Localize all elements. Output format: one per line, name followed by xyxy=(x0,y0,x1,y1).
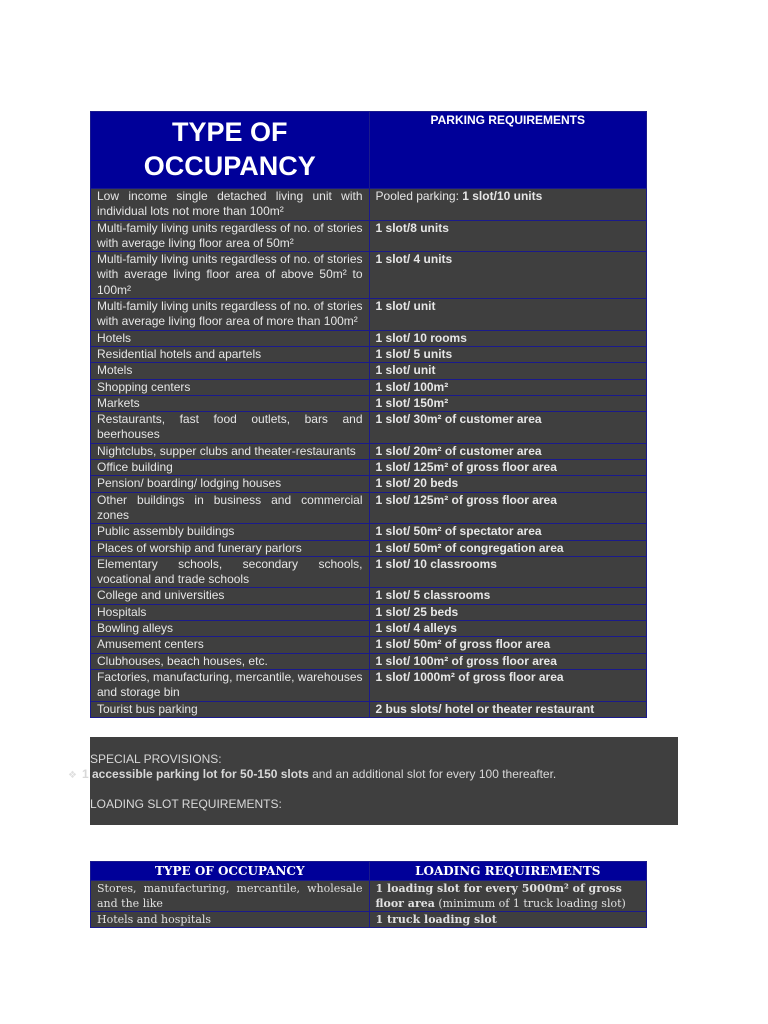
requirement-cell xyxy=(369,524,646,540)
occupancy-cell: Nightclubs, supper clubs and theater-restaurants xyxy=(91,443,370,459)
loading-requirement-note: (minimum of 1 truck loading slot) xyxy=(434,897,626,910)
table-row xyxy=(91,604,647,620)
occupancy-cell: Multi-family living units regardless of no. of stories with average living floor area of more than 100m² xyxy=(91,299,370,331)
special-provision-rest: and an additional slot for every 100 thereafter. xyxy=(308,767,557,781)
requirement-value: 1 slot/ 5 classrooms xyxy=(375,588,491,603)
header-loading-occupancy: TYPE OF OCCUPANCY xyxy=(91,862,370,881)
requirement-value: 2 bus slots/ hotel or theater restaurant xyxy=(375,701,595,716)
occupancy-cell: Public assembly buildings xyxy=(91,524,370,540)
requirement-value: 1 slot/ 125m² of gross floor area xyxy=(375,460,557,475)
requirement-value: 1 slot/ 20m² of customer area xyxy=(375,443,542,458)
table-row xyxy=(91,220,647,252)
requirement-cell xyxy=(369,492,646,524)
occupancy-cell: Residential hotels and apartels xyxy=(91,346,370,362)
requirement-value: 1 slot/ 125m² of gross floor area xyxy=(375,492,557,507)
requirement-value: 1 slot/ 50m² of congregation area xyxy=(375,540,564,555)
requirement-cell xyxy=(369,637,646,653)
table-row xyxy=(91,330,647,346)
header-occupancy-line1: TYPE OF xyxy=(172,117,288,147)
occupancy-cell: Hospitals xyxy=(91,604,370,620)
table-row xyxy=(91,912,647,928)
table-row xyxy=(91,669,647,701)
occupancy-cell: Pension/ boarding/ lodging houses xyxy=(91,476,370,492)
table-row xyxy=(91,299,647,331)
loading-slot-heading: LOADING SLOT REQUIREMENTS: xyxy=(90,797,282,811)
requirement-cell xyxy=(369,412,646,444)
requirement-value: 1 slot/ unit xyxy=(375,299,436,314)
requirement-cell xyxy=(369,189,646,221)
occupancy-cell: Amusement centers xyxy=(91,637,370,653)
parking-requirements-table xyxy=(90,111,647,718)
requirement-cell xyxy=(369,476,646,492)
header-loading-requirements: LOADING REQUIREMENTS xyxy=(369,862,646,881)
table-row xyxy=(91,395,647,411)
occupancy-cell: Factories, manufacturing, mercantile, warehouses and storage bin xyxy=(91,669,370,701)
loading-requirement-cell xyxy=(369,881,646,912)
parking-table-body xyxy=(91,189,647,718)
table-row xyxy=(91,252,647,299)
table-row xyxy=(91,556,647,588)
table-row xyxy=(91,412,647,444)
requirement-value: 1 slot/ 25 beds xyxy=(375,604,459,619)
special-provision-bold: 1 accessible parking lot for 50-150 slots xyxy=(82,767,309,781)
requirement-cell xyxy=(369,299,646,331)
requirement-cell xyxy=(369,653,646,669)
table-row xyxy=(91,379,647,395)
requirement-value: 1 slot/ 50m² of spectator area xyxy=(375,524,542,539)
occupancy-cell: Motels xyxy=(91,363,370,379)
table-row xyxy=(91,476,647,492)
occupancy-cell: Office building xyxy=(91,460,370,476)
loading-occupancy-cell: Hotels and hospitals xyxy=(91,912,370,928)
table-row xyxy=(91,443,647,459)
requirement-cell xyxy=(369,220,646,252)
occupancy-cell: Restaurants, fast food outlets, bars and beerhouses xyxy=(91,412,370,444)
requirement-value: 1 slot/ unit xyxy=(375,363,436,378)
table-row xyxy=(91,492,647,524)
requirement-cell xyxy=(369,556,646,588)
occupancy-cell: Hotels xyxy=(91,330,370,346)
requirement-cell xyxy=(369,460,646,476)
requirement-cell xyxy=(369,604,646,620)
table-row xyxy=(91,588,647,604)
table-row xyxy=(91,363,647,379)
loading-occupancy-cell: Stores, manufacturing, mercantile, wholesale and the like xyxy=(91,881,370,912)
header-occupancy-line2: OCCUPANCY xyxy=(143,151,316,181)
occupancy-cell: Low income single detached living unit with individual lots not more than 100m² xyxy=(91,189,370,221)
requirement-cell xyxy=(369,588,646,604)
requirement-cell xyxy=(369,669,646,701)
occupancy-cell: College and universities xyxy=(91,588,370,604)
occupancy-cell: Places of worship and funerary parlors xyxy=(91,540,370,556)
table-row xyxy=(91,621,647,637)
loading-requirements-table xyxy=(90,861,647,928)
requirement-value: 1 slot/ 10 rooms xyxy=(375,330,467,345)
special-provisions-heading: SPECIAL PROVISIONS: xyxy=(90,752,222,766)
occupancy-cell: Multi-family living units regardless of no. of stories with average living floor area of above 50m² to 100m² xyxy=(91,252,370,299)
header-parking-requirements: PARKING REQUIREMENTS xyxy=(369,112,646,189)
table-row xyxy=(91,346,647,362)
occupancy-cell: Multi-family living units regardless of no. of stories with average living floor area of 50m² xyxy=(91,220,370,252)
table-row xyxy=(91,637,647,653)
requirement-cell xyxy=(369,379,646,395)
loading-requirement-cell xyxy=(369,912,646,928)
requirement-value: 1 slot/ 4 units xyxy=(375,252,453,267)
requirement-value: 1 slot/10 units xyxy=(462,189,543,203)
occupancy-cell: Clubhouses, beach houses, etc. xyxy=(91,653,370,669)
requirement-cell xyxy=(369,346,646,362)
occupancy-cell: Other buildings in business and commercial zones xyxy=(91,492,370,524)
requirement-value: 1 slot/ 20 beds xyxy=(375,476,459,491)
header-type-of-occupancy xyxy=(91,112,370,189)
requirement-value: 1 slot/8 units xyxy=(375,220,449,235)
requirement-cell xyxy=(369,621,646,637)
occupancy-cell: Markets xyxy=(91,395,370,411)
occupancy-cell: Shopping centers xyxy=(91,379,370,395)
requirement-cell xyxy=(369,395,646,411)
table-row xyxy=(91,881,647,912)
requirement-cell xyxy=(369,540,646,556)
requirement-value: 1 slot/ 5 units xyxy=(375,346,453,361)
requirement-value: 1 slot/ 1000m² of gross floor area xyxy=(375,669,564,684)
occupancy-cell: Tourist bus parking xyxy=(91,701,370,717)
parking-header-row xyxy=(91,112,647,189)
table-row xyxy=(91,653,647,669)
table-row xyxy=(91,460,647,476)
diamond-bullet-icon: ❖ xyxy=(68,770,77,781)
requirement-value: 1 slot/ 10 classrooms xyxy=(375,556,497,571)
requirement-cell xyxy=(369,252,646,299)
loading-requirement-value: 1 loading slot for every 5000m² of gross floor area xyxy=(375,882,622,910)
requirement-prefix: Pooled parking: xyxy=(375,189,463,203)
requirement-value: 1 slot/ 100m² xyxy=(375,379,449,394)
requirement-value: 1 slot/ 4 alleys xyxy=(375,621,457,636)
special-provisions-box xyxy=(68,737,678,825)
table-row xyxy=(91,701,647,717)
loading-header-row xyxy=(91,862,647,881)
requirement-cell xyxy=(369,330,646,346)
requirement-value: 1 slot/ 30m² of customer area xyxy=(375,412,542,427)
requirement-cell xyxy=(369,363,646,379)
requirement-value: 1 slot/ 50m² of gross floor area xyxy=(375,637,551,652)
table-row xyxy=(91,189,647,221)
occupancy-cell: Bowling alleys xyxy=(91,621,370,637)
special-provision-item xyxy=(68,767,556,781)
table-row xyxy=(91,524,647,540)
loading-requirement-value: 1 truck loading slot xyxy=(375,913,497,926)
requirement-cell xyxy=(369,443,646,459)
requirement-value: 1 slot/ 150m² xyxy=(375,395,449,410)
requirement-cell xyxy=(369,701,646,717)
requirement-value: 1 slot/ 100m² of gross floor area xyxy=(375,653,557,668)
occupancy-cell: Elementary schools, secondary schools, vocational and trade schools xyxy=(91,556,370,588)
loading-table-body xyxy=(91,881,647,928)
table-row xyxy=(91,540,647,556)
